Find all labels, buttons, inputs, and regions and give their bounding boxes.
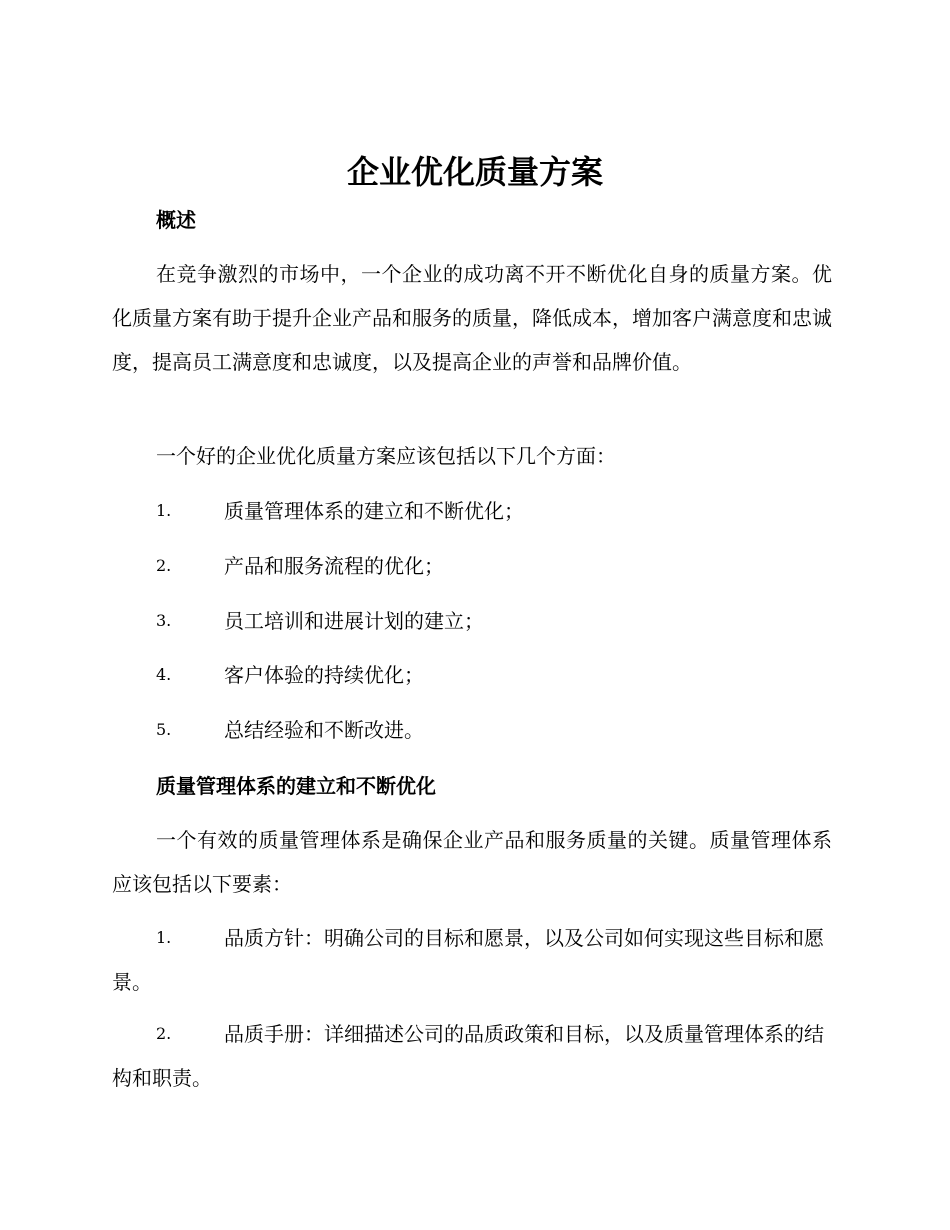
list-item xyxy=(112,599,832,643)
list-number: 3. xyxy=(156,611,172,630)
list-number: 5. xyxy=(156,720,172,739)
list-number: 1. xyxy=(156,501,172,520)
list-item xyxy=(112,653,832,697)
list-item xyxy=(112,708,832,752)
list-item xyxy=(112,916,832,1004)
list-text: 产品和服务流程的优化； xyxy=(224,554,444,578)
paragraph-quality-system: 一个有效的质量管理体系是确保企业产品和服务质量的关键。质量管理体系应该包括以下要素： xyxy=(112,828,832,896)
list-text: 总结经验和不断改进。 xyxy=(224,718,424,742)
list-number: 2. xyxy=(156,1024,172,1043)
paragraph-aspects-lead: 一个好的企业优化质量方案应该包括以下几个方面： xyxy=(156,444,616,468)
list-item xyxy=(112,544,832,588)
section-heading-overview: 概述 xyxy=(156,208,196,232)
list-number: 1. xyxy=(156,928,172,947)
list-number: 4. xyxy=(156,665,172,684)
list-text: 员工培训和进展计划的建立； xyxy=(224,609,484,633)
list-text: 客户体验的持续优化； xyxy=(224,663,424,687)
list-text: 品质手册：详细描述公司的品质政策和目标，以及质量管理体系的结构和职责。 xyxy=(112,1022,824,1090)
list-text: 质量管理体系的建立和不断优化； xyxy=(224,499,524,523)
section-heading-quality-system: 质量管理体系的建立和不断优化 xyxy=(156,774,436,798)
document-title: 企业优化质量方案 xyxy=(346,153,603,191)
list-item xyxy=(112,1012,832,1100)
list-item xyxy=(112,489,832,533)
list-text: 品质方针：明确公司的目标和愿景，以及公司如何实现这些目标和愿景。 xyxy=(112,926,824,994)
paragraph-intro: 在竞争激烈的市场中，一个企业的成功离不开不断优化自身的质量方案。优化质量方案有助于提升企业产品和服务的质量，降低成本，增加客户满意度和忠诚度，提高员工满意度和忠诚度，以及提高企业的声誉和品牌价值。 xyxy=(112,262,832,374)
list-number: 2. xyxy=(156,556,172,575)
